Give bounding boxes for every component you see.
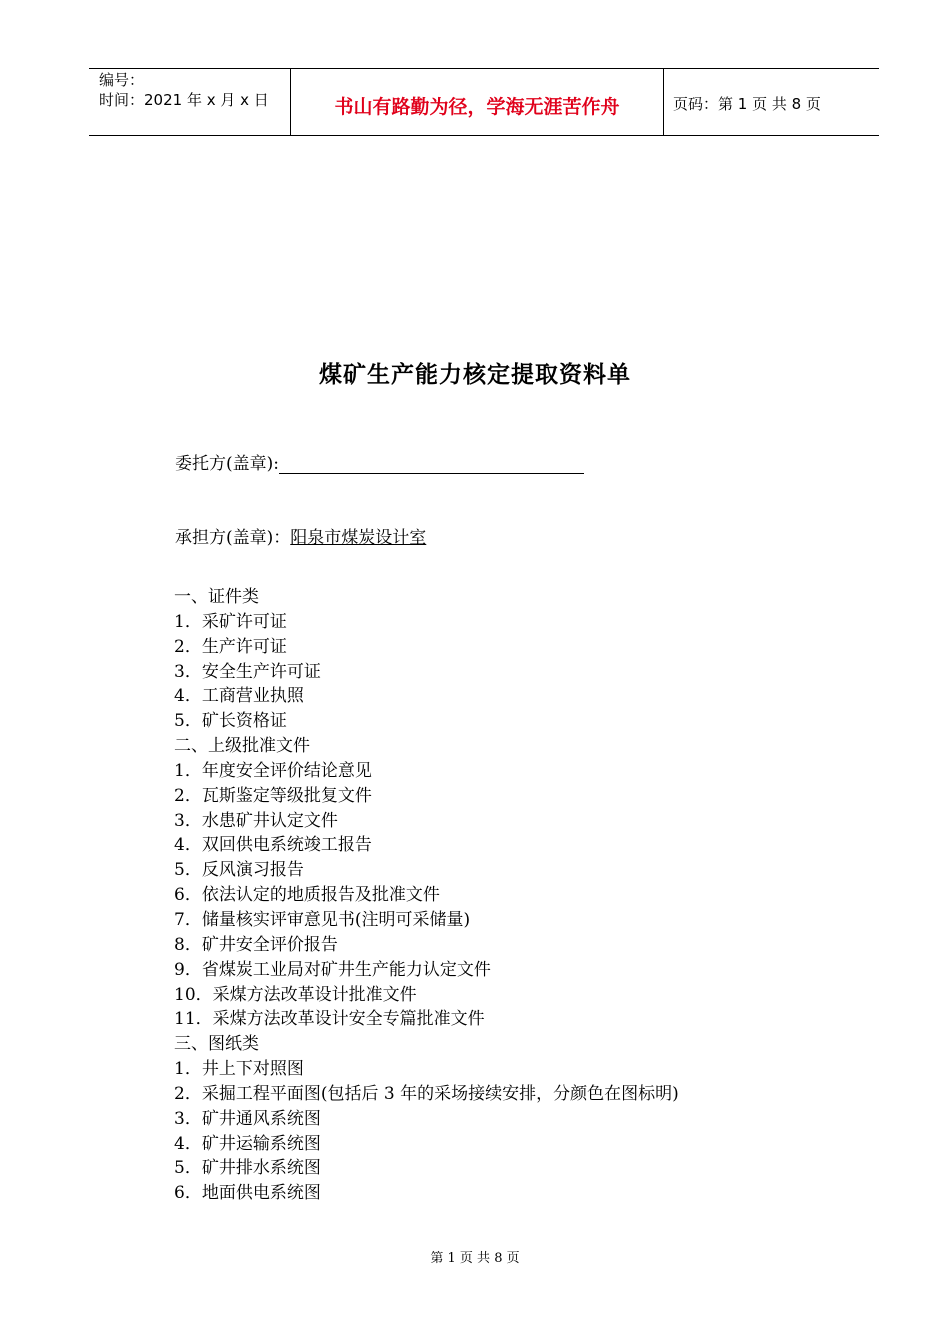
list-item: 5．反风演习报告 xyxy=(174,860,304,881)
client-field xyxy=(175,449,584,474)
list-item: 6．地面供电系统图 xyxy=(174,1183,321,1204)
list-item: 9．省煤炭工业局对矿井生产能力认定文件 xyxy=(174,959,491,980)
list-item: 3．矿井通风系统图 xyxy=(174,1108,321,1129)
list-item: 一、证件类 xyxy=(174,587,259,607)
header-divider xyxy=(663,68,664,136)
list-item: 5．矿长资格证 xyxy=(174,711,287,732)
page-title: 煤矿生产能力核定提取资料单 xyxy=(319,362,631,388)
list-item: 4．工商营业执照 xyxy=(174,686,304,707)
contractor-value: 阳泉市煤炭设计室 xyxy=(290,528,427,548)
list-item: 6．依法认定的地质报告及批准文件 xyxy=(174,885,440,906)
header-meta xyxy=(99,70,269,110)
list-item: 2．采掘工程平面图(包括后 3 年的采场接续安排，分颜色在图标明) xyxy=(174,1083,679,1104)
contractor-label: 承担方(盖章)： xyxy=(175,528,291,548)
client-label: 委托方(盖章): xyxy=(175,454,279,474)
list-item: 7．储量核实评审意见书(注明可采储量) xyxy=(174,909,471,930)
document-time: 时间：2021 年 x 月 x 日 xyxy=(99,91,269,109)
list-item: 2．生产许可证 xyxy=(174,636,287,657)
list-item: 3．安全生产许可证 xyxy=(174,661,321,682)
list-item: 5．矿井排水系统图 xyxy=(174,1158,321,1179)
list-item: 2．瓦斯鉴定等级批复文件 xyxy=(174,785,372,806)
list-item: 11．采煤方法改革设计安全专篇批准文件 xyxy=(174,1009,485,1030)
list-item: 1．年度安全评价结论意见 xyxy=(174,760,372,781)
list-item: 4．双回供电系统竣工报告 xyxy=(174,835,372,856)
contractor-field xyxy=(175,523,426,548)
header-top-rule xyxy=(89,68,879,69)
list-item: 3．水患矿井认定文件 xyxy=(174,810,338,831)
header-page-info: 页码：第 1 页 共 8 页 xyxy=(673,95,821,113)
page-footer: 第 1 页 共 8 页 xyxy=(430,1251,520,1266)
list-item: 8．矿井安全评价报告 xyxy=(174,934,338,955)
document-number-label: 编号： xyxy=(99,71,145,89)
client-blank-line xyxy=(279,455,584,474)
list-item: 三、图纸类 xyxy=(174,1034,259,1055)
list-item: 1．井上下对照图 xyxy=(174,1059,304,1080)
header-bottom-rule xyxy=(89,135,879,136)
list-item: 4．矿井运输系统图 xyxy=(174,1133,321,1154)
list-item: 1．采矿许可证 xyxy=(174,611,287,632)
header-motto: 书山有路勤为径，学海无涯苦作舟 xyxy=(334,96,620,118)
list-item: 10．采煤方法改革设计批准文件 xyxy=(174,984,417,1005)
list-item: 二、上级批准文件 xyxy=(174,736,310,757)
document-checklist xyxy=(174,585,679,1206)
